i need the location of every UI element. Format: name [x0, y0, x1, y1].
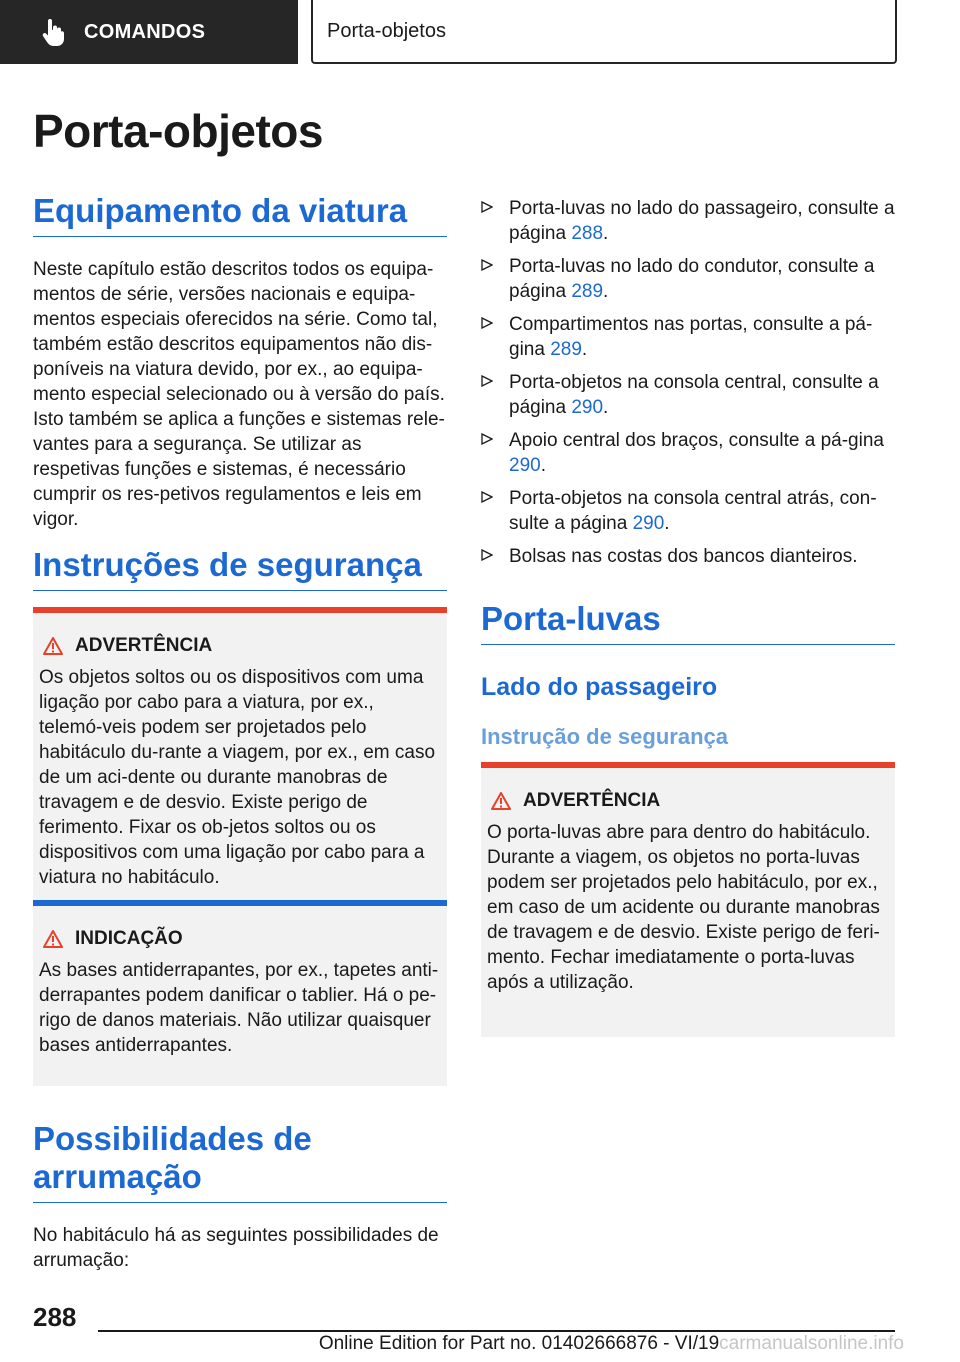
safety-heading: Instruções de segurança	[33, 546, 447, 591]
storage-section	[33, 1120, 447, 1273]
list-item: Porta-objetos na consola central atrás, con-sulte a página 290.	[481, 486, 895, 536]
equipment-heading: Equipamento da viatura	[33, 192, 447, 237]
glovebox-warning-box	[481, 762, 895, 1037]
page-link[interactable]: 290	[571, 397, 604, 418]
glovebox-section	[481, 600, 895, 750]
hand-icon	[40, 18, 66, 46]
arrow-icon	[481, 201, 493, 213]
page-link[interactable]: 290	[509, 455, 541, 476]
safety-section	[33, 546, 447, 591]
arrow-icon	[481, 259, 493, 271]
page-number: 288	[33, 1302, 77, 1332]
warning-label: ADVERTÊNCIA	[75, 635, 213, 656]
warning-triangle-icon	[491, 792, 511, 810]
note-label: INDICAÇÃO	[75, 928, 183, 949]
list-item: Porta-luvas no lado do condutor, consulte a página 289.	[481, 254, 895, 304]
warning-text: Os objetos soltos ou os dispositivos com uma ligação por cabo para a viatura, por ex., telemó-veis podem ser projetados pelo habitáculo du-rante a viagem, por ex., em caso de um aci-dente ou durante manobras de travagem e de desvio. Existe perigo de ferimento. Fixar os ob-jetos soltos ou os dispositivos com uma ligação por cabo para a viatura no habitáculo.	[39, 667, 436, 888]
page-link[interactable]: 288	[571, 223, 604, 244]
warning-triangle-icon	[43, 637, 63, 655]
chapter-label: COMANDOS	[84, 20, 206, 43]
page-link[interactable]: 289	[571, 281, 604, 302]
list-item: Bolsas nas costas dos bancos dianteiros.	[481, 544, 895, 569]
warning-box	[33, 607, 447, 905]
note-text: As bases antiderrapantes, por ex., tapetes anti-derrapantes podem danificar o tablier. Há o pe-rigo de danos materiais. Não utilizar quaisquer bases antiderrapantes.	[39, 960, 439, 1056]
chapter-tab	[0, 0, 298, 64]
footer-edition	[319, 1333, 904, 1355]
note-triangle-icon	[43, 930, 63, 948]
list-item: Porta-luvas no lado do passageiro, consulte a página 288.	[481, 196, 895, 246]
section-tab	[311, 0, 897, 64]
arrow-icon	[481, 549, 493, 561]
footer-divider	[98, 1330, 895, 1332]
watermark: carmanualsonline.info	[719, 1333, 904, 1354]
edition-text: Online Edition for Part no. 01402666876 - VI/19	[318, 1333, 720, 1354]
warning-label: ADVERTÊNCIA	[523, 790, 661, 811]
arrow-icon	[481, 375, 493, 387]
list-item: Compartimentos nas portas, consulte a pá-gina 289.	[481, 312, 895, 362]
page-link[interactable]: 290	[632, 513, 665, 534]
arrow-icon	[481, 317, 493, 329]
section-label: Porta-objetos	[327, 19, 446, 42]
glovebox-heading: Porta-luvas	[481, 600, 895, 645]
storage-intro: No habitáculo há as seguintes possibilidades de arrumação:	[33, 1225, 439, 1271]
list-item: Porta-objetos na consola central, consulte a página 290.	[481, 370, 895, 420]
arrow-icon	[481, 491, 493, 503]
page-title: Porta-objetos	[33, 105, 323, 157]
equipment-text: Neste capítulo estão descritos todos os equipa-mentos de série, versões nacionais e equipa-mentos especiais oferecidos na série. Como tal, também estão descritos equipamentos não dis-poníveis na viatura devido, por ex., ao equipa-mento especial selecionado ou à versão do país. Isto também se aplica a funções e sistemas rele-vantes para a segurança. Se utilizar as respetivas funções e sistemas, é necessário cumprir os res-petivos regulamentos e leis em vigor.	[33, 259, 445, 530]
arrow-icon	[481, 433, 493, 445]
note-box	[33, 900, 447, 1086]
equipment-section	[33, 192, 447, 532]
glovebox-subheading: Lado do passageiro	[481, 673, 718, 701]
list-item: Apoio central dos braços, consulte a pá-gina 290.	[481, 428, 895, 478]
glovebox-subsubheading: Instrução de segurança	[481, 724, 728, 749]
page-link[interactable]: 289	[550, 339, 582, 360]
storage-list	[481, 196, 895, 577]
warning-text: O porta-luvas abre para dentro do habitáculo. Durante a viagem, os objetos no porta-luvas podem ser projetados pelo habitáculo, por ex., em caso de um acidente ou durante manobras de travagem e de desvio. Existe perigo de feri-mento. Fechar imediatamente o porta-luvas após a utilização.	[487, 822, 880, 993]
storage-heading: Possibilidades de arrumação	[33, 1120, 447, 1203]
